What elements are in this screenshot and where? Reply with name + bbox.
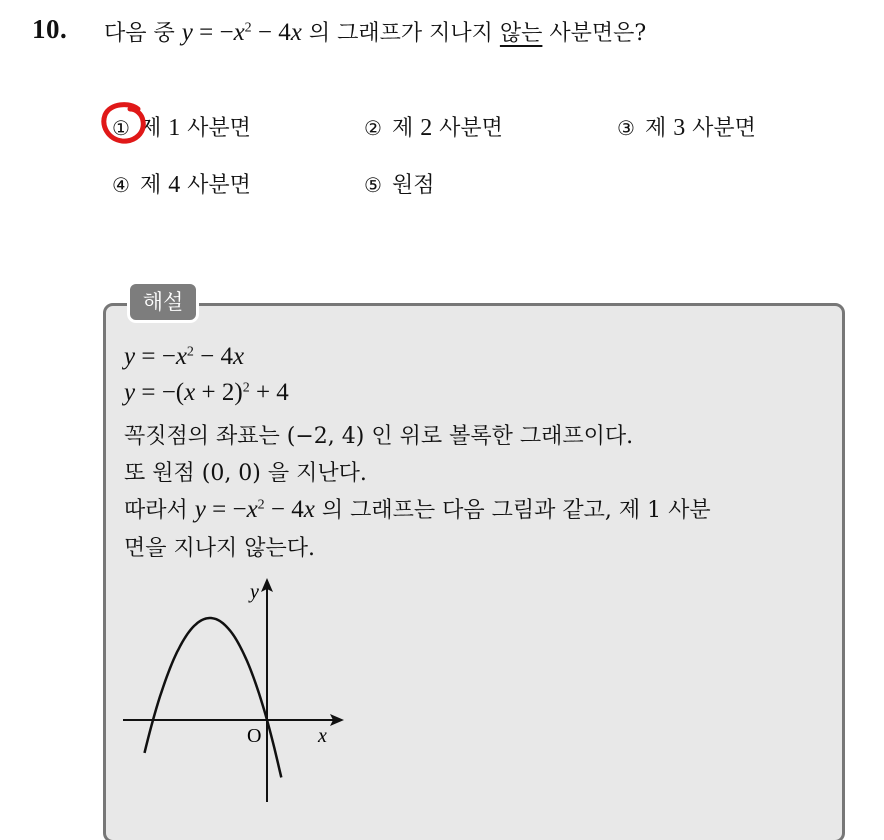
answer-mark-circle	[100, 101, 148, 145]
choice-number: ①	[112, 116, 130, 140]
parabola-graph	[118, 572, 358, 807]
solution-line-4: 또 원점 (0, 0) 을 지난다.	[124, 461, 367, 486]
y-axis-label: y	[250, 581, 259, 603]
choice-2[interactable]	[364, 111, 503, 142]
solution-line-6: 면을 지나지 않는다.	[124, 536, 315, 561]
choice-label: 제 4 사분면	[139, 172, 251, 198]
question-text-pre: 다음 중	[104, 21, 175, 46]
solution-line-5: 따라서 $y = -x^2 - 4x$ 의 그래프는 다음 그림과 같고, 제 1 사분	[124, 496, 711, 523]
solution-line-3: 꼭짓점의 좌표는 (−2, 4) 인 위로 볼록한 그래프이다.	[124, 424, 634, 449]
choice-4[interactable]	[112, 168, 251, 199]
question-text-post: 의 그래프가 지나지	[301, 21, 500, 46]
parabola-curve	[145, 618, 282, 777]
question-text	[104, 16, 646, 47]
eq-x2: x	[290, 19, 302, 46]
choice-label: 원점	[391, 173, 435, 198]
solution-line-2: $y = -(x + 2)^2 + 4$	[124, 379, 289, 406]
solution-tag: 해설	[127, 281, 199, 323]
choice-number: ③	[617, 116, 635, 140]
origin-label: O	[247, 725, 262, 747]
eq-op: = −	[192, 19, 234, 46]
solution-line-1: $y = -x^2 - 4x$	[124, 343, 245, 370]
underlined-word: 않는	[499, 21, 543, 46]
eq-exponent: 2	[244, 20, 252, 36]
question-text-end: 사분면은?	[542, 21, 647, 46]
choice-number: ②	[364, 116, 382, 140]
question-number: 10.	[32, 14, 68, 44]
eq-y: y	[181, 19, 193, 46]
choice-label: 제 2 사분면	[391, 115, 503, 141]
eq-x: x	[233, 19, 245, 46]
choice-number: ⑤	[364, 173, 382, 197]
choice-5[interactable]	[364, 168, 434, 199]
x-axis-label: x	[318, 725, 327, 747]
choice-number: ④	[112, 173, 130, 197]
choice-label: 제 3 사분면	[644, 115, 756, 141]
choice-label: 제 1 사분면	[139, 115, 251, 141]
eq-rest: − 4	[251, 19, 291, 46]
choice-3[interactable]	[617, 111, 756, 142]
